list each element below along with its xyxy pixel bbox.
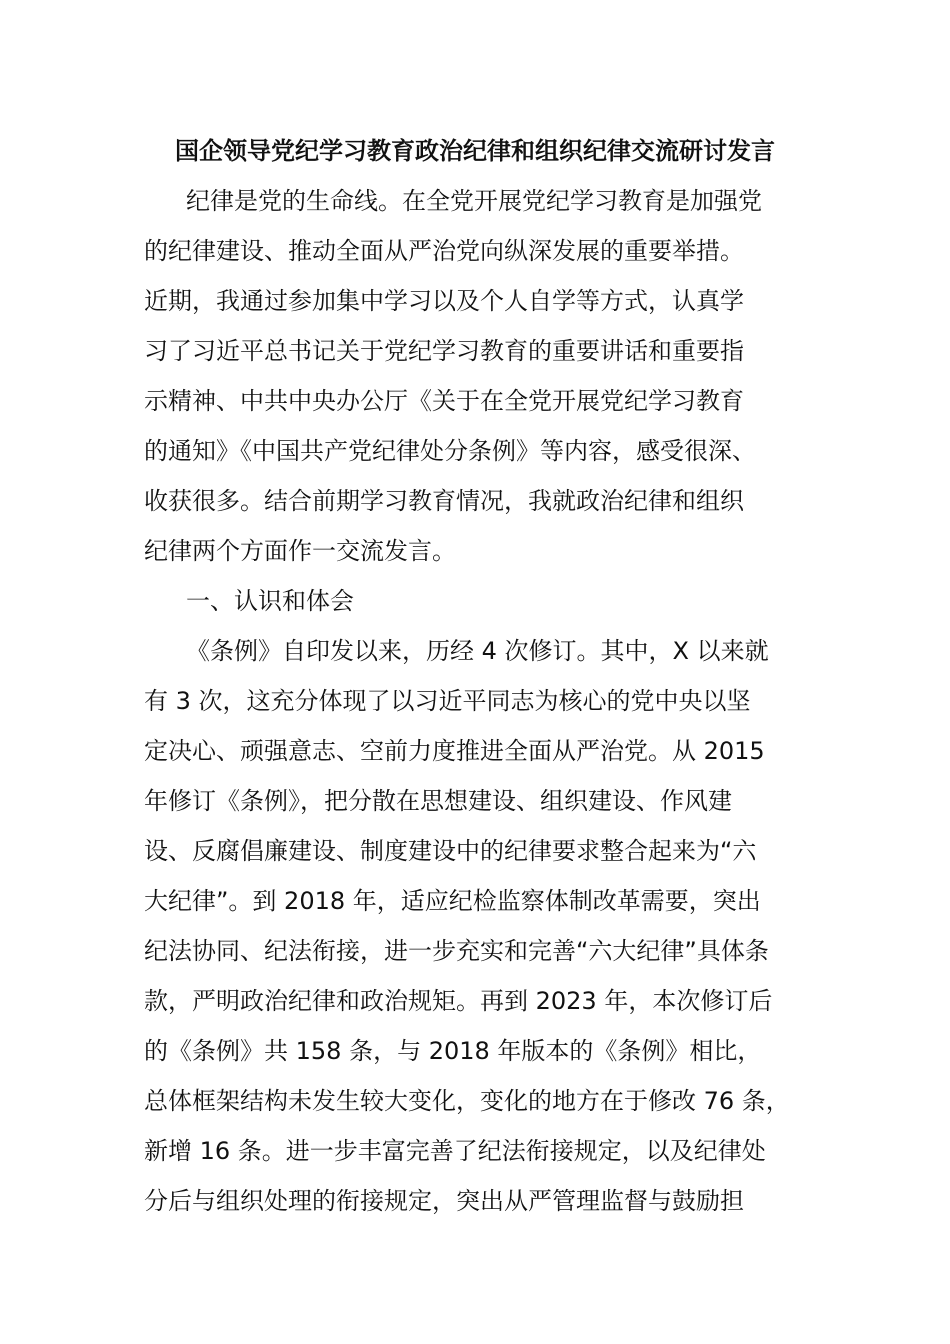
section-heading: 一、认识和体会: [186, 587, 354, 615]
paragraph-line: 年修订《条例》，把分散在思想建设、组织建设、作风建: [144, 787, 732, 815]
paragraph-line: 的通知》《中国共产党纪律处分条例》等内容，感受很深、: [144, 437, 756, 465]
paragraph-line: 纪法协同、纪法衔接，进一步充实和完善“六大纪律”具体条: [144, 937, 769, 965]
paragraph-line: 收获很多。结合前期学习教育情况，我就政治纪律和组织: [144, 487, 744, 515]
paragraph-line: 定决心、顽强意志、空前力度推进全面从严治党。从 2015: [144, 737, 765, 765]
paragraph-line: 款，严明政治纪律和政治规矩。再到 2023 年，本次修订后: [144, 987, 773, 1015]
paragraph-line: 纪律两个方面作一交流发言。: [144, 537, 456, 565]
paragraph-line: 分后与组织处理的衔接规定，突出从严管理监督与鼓励担: [144, 1187, 744, 1215]
paragraph-line: 《条例》自印发以来，历经 4 次修订。其中，X 以来就: [186, 637, 769, 665]
paragraph-line: 近期，我通过参加集中学习以及个人自学等方式，认真学: [144, 287, 744, 315]
paragraph-line: 习了习近平总书记关于党纪学习教育的重要讲话和重要指: [144, 337, 744, 365]
paragraph-line: 有 3 次，这充分体现了以习近平同志为核心的党中央以坚: [144, 687, 751, 715]
paragraph-line: 示精神、中共中央办公厅《关于在全党开展党纪学习教育: [144, 387, 744, 415]
paragraph-line: 总体框架结构未发生较大变化，变化的地方在于修改 76 条，: [144, 1087, 790, 1115]
paragraph-line: 新增 16 条。进一步丰富完善了纪法衔接规定，以及纪律处: [144, 1137, 766, 1165]
document-title: 国企领导党纪学习教育政治纪律和组织纪律交流研讨发言: [175, 137, 775, 165]
paragraph-line: 的《条例》共 158 条，与 2018 年版本的《条例》相比，: [144, 1037, 762, 1065]
paragraph-line: 大纪律”。到 2018 年，适应纪检监察体制改革需要，突出: [144, 887, 761, 915]
paragraph-line: 纪律是党的生命线。在全党开展党纪学习教育是加强党: [186, 187, 762, 215]
paragraph-line: 的纪律建设、推动全面从严治党向纵深发展的重要举措。: [144, 237, 744, 265]
paragraph-line: 设、反腐倡廉建设、制度建设中的纪律要求整合起来为“六: [144, 837, 757, 865]
